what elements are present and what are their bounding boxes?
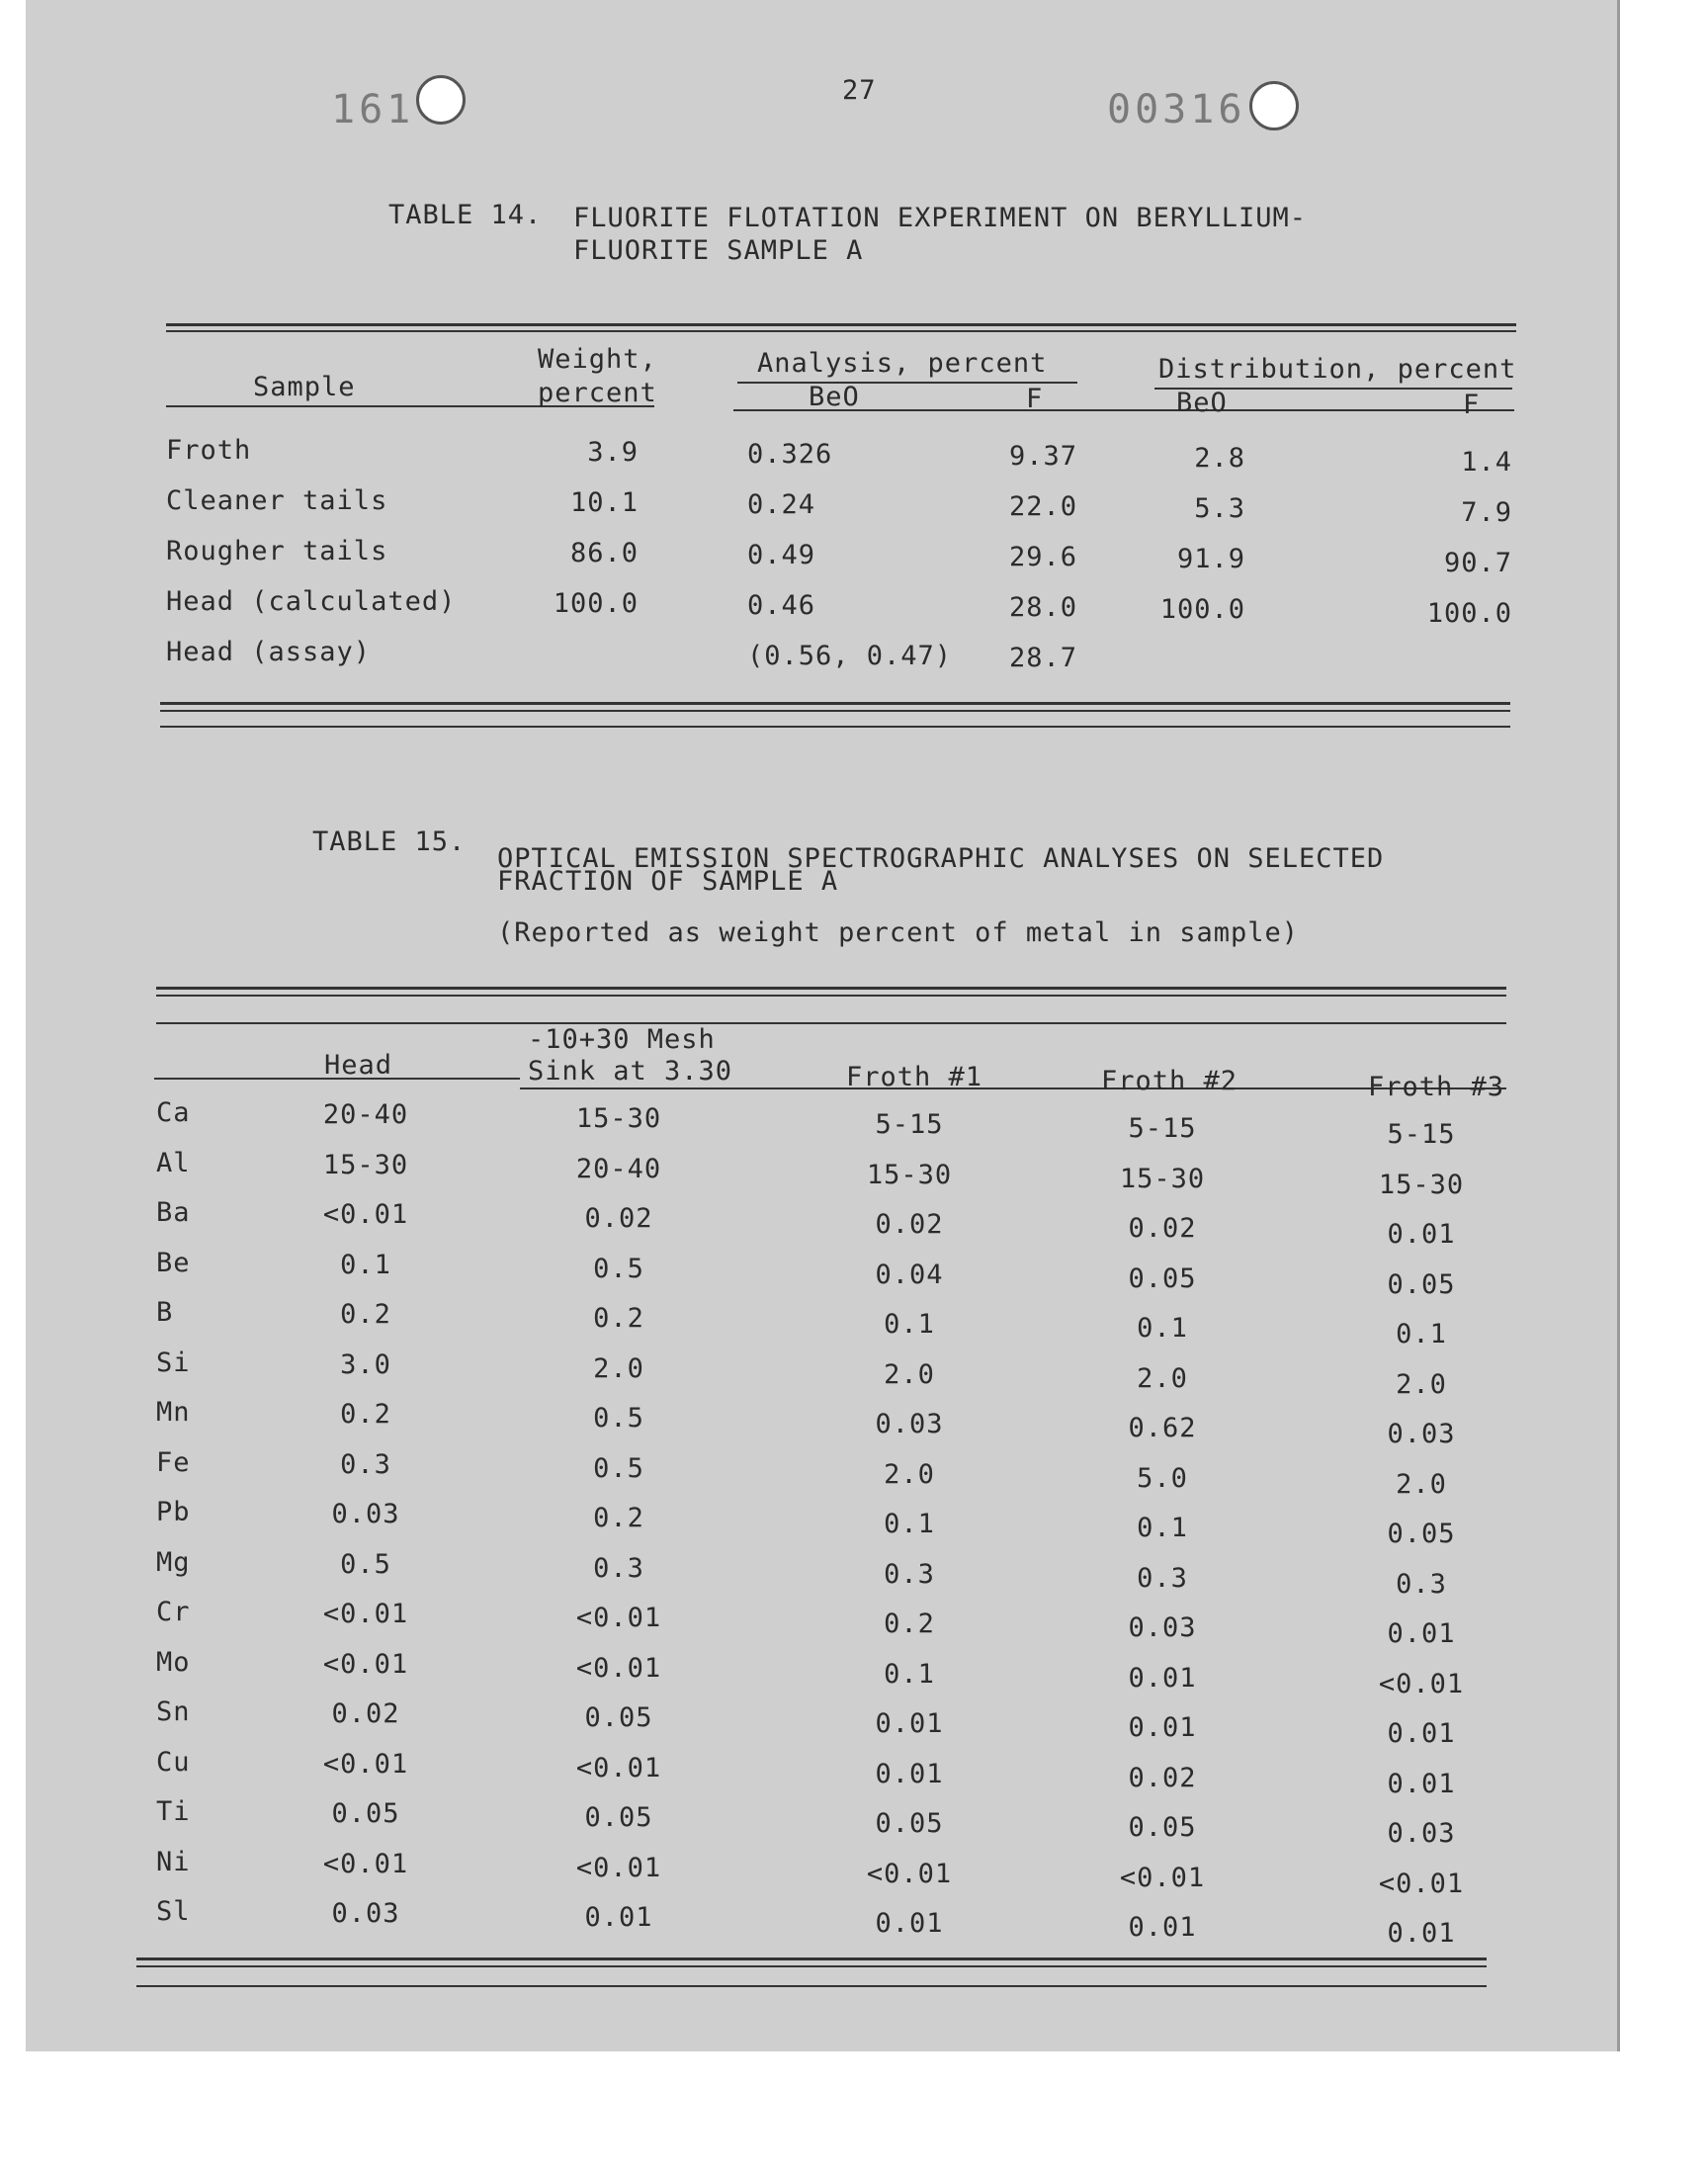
table15-cell-f3: 0.03 — [1387, 1419, 1456, 1449]
table15-cell-head: 0.1 — [340, 1249, 391, 1280]
header-weight-line1: Weight, — [538, 344, 657, 375]
table15-subtitle: (Reported as weight percent of metal in sample) — [497, 917, 1300, 948]
table15-cell-mesh: 0.5 — [593, 1452, 644, 1484]
table15-cell-f2: <0.01 — [1119, 1862, 1206, 1893]
table15-cell-head: 0.03 — [331, 1898, 400, 1929]
table15-cell-f1: 0.01 — [875, 1758, 944, 1789]
table15-cell-mesh: 0.3 — [593, 1552, 644, 1584]
table14-cell-weight: 86.0 — [569, 538, 639, 568]
table14-cell-d-beo: 5.3 — [1194, 493, 1245, 524]
table15-cell-f1: <0.01 — [866, 1858, 953, 1889]
punch-hole-left — [416, 75, 466, 125]
table15-cell-f1: 0.1 — [884, 1309, 935, 1340]
table14-cell-d-beo: 2.8 — [1194, 443, 1245, 474]
table14-bottom-rule-2 — [160, 710, 1510, 712]
table15-cell-f3: 0.1 — [1396, 1319, 1447, 1349]
table15-cell-mesh: 0.05 — [584, 1702, 653, 1733]
table15-cell-f1: 0.1 — [884, 1509, 935, 1539]
table15-cell-el: Mg — [156, 1546, 191, 1578]
table15-cell-f2: 0.3 — [1137, 1562, 1188, 1594]
table14-cell-a-beo: 0.49 — [747, 540, 816, 570]
header-mesh-line1: -10+30 Mesh — [528, 1024, 716, 1055]
table14-cell-a-f: 28.0 — [1008, 592, 1077, 623]
table15-cell-mesh: 20-40 — [575, 1153, 662, 1184]
table14-bottom-rule — [160, 702, 1510, 705]
table15-top-rule-2 — [156, 995, 1506, 997]
page-edge — [1617, 0, 1620, 2051]
table15-cell-f1: 0.04 — [875, 1259, 944, 1290]
table14-cell-weight: 100.0 — [553, 588, 639, 619]
header-analysis-beo: BeO — [809, 382, 860, 412]
table14-cell-a-beo: (0.56, 0.47) — [747, 641, 953, 671]
table14-cell-a-beo: 0.326 — [747, 439, 833, 470]
table15-bottom-rule — [136, 1958, 1487, 1960]
header-distribution-beo: BeO — [1176, 388, 1228, 418]
table15-cell-head: 0.02 — [331, 1698, 400, 1729]
header-froth2: Froth #2 — [1101, 1066, 1238, 1096]
table15-title-line2: FRACTION OF SAMPLE A — [497, 866, 839, 897]
table14-cell-sample: Cleaner tails — [166, 485, 388, 516]
table15-top-rule-3 — [156, 1022, 1506, 1024]
table15-cell-f3: 0.01 — [1387, 1219, 1456, 1250]
table15-cell-f3: 2.0 — [1396, 1468, 1447, 1500]
table15-cell-head: 0.2 — [340, 1299, 391, 1330]
table14-cell-d-f: 1.4 — [1461, 447, 1512, 478]
punch-hole-right — [1249, 81, 1299, 130]
table15-cell-mesh: 0.2 — [593, 1303, 644, 1334]
table15-cell-f3: 0.3 — [1396, 1568, 1447, 1600]
table14-cell-d-beo: 100.0 — [1159, 594, 1245, 625]
table15-cell-el: B — [156, 1297, 174, 1328]
table14-title-line2: FLUORITE SAMPLE A — [573, 235, 864, 266]
table15-cell-head: <0.01 — [322, 1848, 409, 1879]
table15-cell-f2: 5-15 — [1128, 1113, 1197, 1144]
table15-cell-f3: 0.01 — [1387, 1768, 1456, 1799]
table15-cell-f2: 0.1 — [1137, 1513, 1188, 1543]
table14-top-rule-2 — [166, 330, 1516, 332]
table15-cell-f3: 0.05 — [1387, 1268, 1456, 1300]
table15-cell-el: Pb — [156, 1497, 191, 1527]
table15-cell-el: Ba — [156, 1197, 191, 1228]
table15-cell-mesh: 2.0 — [593, 1352, 644, 1384]
header-sample: Sample — [253, 372, 356, 402]
table15-cell-el: Ni — [156, 1846, 191, 1877]
table15-cell-f3: <0.01 — [1378, 1868, 1465, 1899]
table15-cell-head: 0.05 — [331, 1798, 400, 1829]
table15-cell-f1: 2.0 — [884, 1458, 935, 1490]
table15-cell-f2: 0.01 — [1128, 1662, 1197, 1694]
table14-cell-sample: Froth — [166, 435, 252, 466]
table14-cell-sample: Head (assay) — [166, 637, 372, 667]
table15-cell-f2: 0.05 — [1128, 1812, 1197, 1843]
table14-cell-sample: Rougher tails — [166, 536, 388, 566]
table15-cell-f3: 15-30 — [1378, 1169, 1465, 1200]
table15-cell-mesh: 0.5 — [593, 1253, 644, 1284]
table15-cell-f3: 5-15 — [1387, 1119, 1456, 1150]
table15-bottom-rule-2 — [136, 1965, 1487, 1967]
table15-cell-mesh: <0.01 — [575, 1652, 662, 1684]
table15-cell-f1: 0.3 — [884, 1558, 935, 1590]
table15-cell-f2: 2.0 — [1137, 1362, 1188, 1394]
header-froth3: Froth #3 — [1368, 1072, 1505, 1102]
table15-cell-head: 0.03 — [331, 1499, 400, 1529]
table15-cell-el: Ti — [156, 1796, 191, 1827]
table15-cell-head: <0.01 — [322, 1199, 409, 1230]
table15-cell-f1: 0.01 — [875, 1908, 944, 1939]
table15-label: TABLE 15. — [312, 826, 467, 857]
table15-cell-f3: 0.01 — [1387, 1918, 1456, 1949]
table15-top-rule — [156, 987, 1506, 990]
table14-cell-a-f: 29.6 — [1008, 542, 1077, 572]
table14-cell-d-f: 90.7 — [1443, 548, 1512, 578]
table15-cell-mesh: <0.01 — [575, 1852, 662, 1883]
header-distribution: Distribution, percent — [1158, 354, 1517, 385]
table15-cell-f1: 0.05 — [875, 1808, 944, 1839]
table15-cell-f2: 0.62 — [1128, 1413, 1197, 1443]
header-distribution-f: F — [1463, 390, 1481, 420]
table15-cell-f3: 0.03 — [1387, 1818, 1456, 1849]
table15-cell-el: Sl — [156, 1896, 191, 1927]
table15-cell-f3: 0.01 — [1387, 1618, 1456, 1649]
table15-cell-head: 0.5 — [340, 1548, 391, 1580]
table15-cell-el: Cu — [156, 1746, 191, 1778]
header-mesh-line2: Sink at 3.30 — [528, 1056, 733, 1087]
table15-cell-mesh: <0.01 — [575, 1603, 662, 1633]
table15-cell-mesh: 0.02 — [584, 1203, 653, 1234]
table15-cell-f1: 0.01 — [875, 1708, 944, 1739]
header-analysis: Analysis, percent — [757, 348, 1048, 379]
table15-cell-head: 15-30 — [322, 1149, 409, 1180]
table15-cell-el: Ca — [156, 1097, 191, 1128]
table15-cell-f2: 0.02 — [1128, 1762, 1197, 1793]
table15-cell-f2: 0.03 — [1128, 1612, 1197, 1643]
table15-cell-f3: 0.05 — [1387, 1519, 1456, 1549]
table15-header-rule-b — [520, 1088, 1506, 1089]
table14-cell-a-f: 22.0 — [1008, 491, 1077, 522]
table15-cell-f2: 0.1 — [1137, 1313, 1188, 1344]
table14-cell-a-beo: 0.46 — [747, 590, 816, 621]
table15-cell-f1: 0.1 — [884, 1658, 935, 1690]
table14-bottom-rule-3 — [160, 726, 1510, 728]
table15-cell-f2: 0.01 — [1128, 1712, 1197, 1743]
header-analysis-f: F — [1026, 384, 1044, 414]
table15-cell-el: Fe — [156, 1446, 191, 1478]
table15-cell-head: 0.3 — [340, 1448, 391, 1480]
table14-cell-d-beo: 91.9 — [1176, 544, 1245, 574]
table15-cell-f1: 0.02 — [875, 1209, 944, 1240]
table15-cell-el: Be — [156, 1247, 191, 1278]
table15-cell-mesh: 0.2 — [593, 1503, 644, 1533]
table15-cell-el: Si — [156, 1347, 191, 1378]
header-weight-line2: percent — [538, 378, 657, 408]
table15-cell-el: Mn — [156, 1397, 191, 1428]
table15-cell-el: Al — [156, 1147, 191, 1178]
table14-cell-weight: 10.1 — [569, 487, 639, 518]
table15-cell-mesh: 0.05 — [584, 1802, 653, 1833]
page-number: 27 — [842, 75, 877, 106]
table15-cell-head: <0.01 — [322, 1648, 409, 1680]
table14-cell-weight: 3.9 — [587, 437, 639, 468]
table15-cell-f2: 0.02 — [1128, 1213, 1197, 1244]
table14-cell-d-f: 7.9 — [1461, 497, 1512, 528]
table15-cell-el: Mo — [156, 1646, 191, 1678]
table15-cell-head: 20-40 — [322, 1099, 409, 1130]
table15-cell-f2: 0.01 — [1128, 1912, 1197, 1943]
table15-cell-f1: 0.03 — [875, 1409, 944, 1439]
table15-cell-f3: <0.01 — [1378, 1668, 1465, 1699]
table15-cell-el: Cr — [156, 1597, 191, 1627]
table15-cell-f1: 0.2 — [884, 1609, 935, 1639]
table15-title-line1: OPTICAL EMISSION SPECTROGRAPHIC ANALYSES ON SELECTED — [497, 843, 1385, 874]
table14-cell-d-f: 100.0 — [1426, 598, 1512, 629]
header-head: Head — [324, 1050, 393, 1081]
table14-title-line1: FLUORITE FLOTATION EXPERIMENT ON BERYLLIUM- — [573, 203, 1307, 233]
right-stamp: 00316 — [1107, 87, 1246, 132]
table15-cell-el: Sn — [156, 1696, 191, 1727]
table14-top-rule — [166, 323, 1516, 326]
table15-cell-f2: 0.05 — [1128, 1262, 1197, 1294]
table15-bottom-rule-3 — [136, 1985, 1487, 1987]
table15-cell-head: <0.01 — [322, 1748, 409, 1780]
table14-cell-a-f: 28.7 — [1008, 643, 1077, 673]
table15-cell-head: 0.2 — [340, 1399, 391, 1430]
table15-cell-mesh: 0.01 — [584, 1902, 653, 1933]
table14-cell-a-beo: 0.24 — [747, 489, 816, 520]
table15-cell-head: 3.0 — [340, 1348, 391, 1380]
table14-cell-a-f: 9.37 — [1008, 441, 1077, 472]
table15-cell-head: <0.01 — [322, 1599, 409, 1629]
table15-cell-f2: 5.0 — [1137, 1462, 1188, 1494]
table15-cell-f3: 0.01 — [1387, 1718, 1456, 1749]
table15-cell-f1: 15-30 — [866, 1159, 953, 1190]
table15-cell-f1: 5-15 — [875, 1109, 944, 1140]
table15-cell-f3: 2.0 — [1396, 1368, 1447, 1400]
left-stamp: 161 — [331, 87, 415, 132]
header-froth1: Froth #1 — [846, 1062, 983, 1092]
table15-cell-mesh: 0.5 — [593, 1403, 644, 1434]
table15-cell-mesh: 15-30 — [575, 1103, 662, 1134]
table15-cell-f2: 15-30 — [1119, 1163, 1206, 1194]
table15-cell-f1: 2.0 — [884, 1358, 935, 1390]
table14-label: TABLE 14. — [388, 200, 543, 230]
table15-cell-mesh: <0.01 — [575, 1752, 662, 1784]
table14-cell-sample: Head (calculated) — [166, 586, 457, 617]
